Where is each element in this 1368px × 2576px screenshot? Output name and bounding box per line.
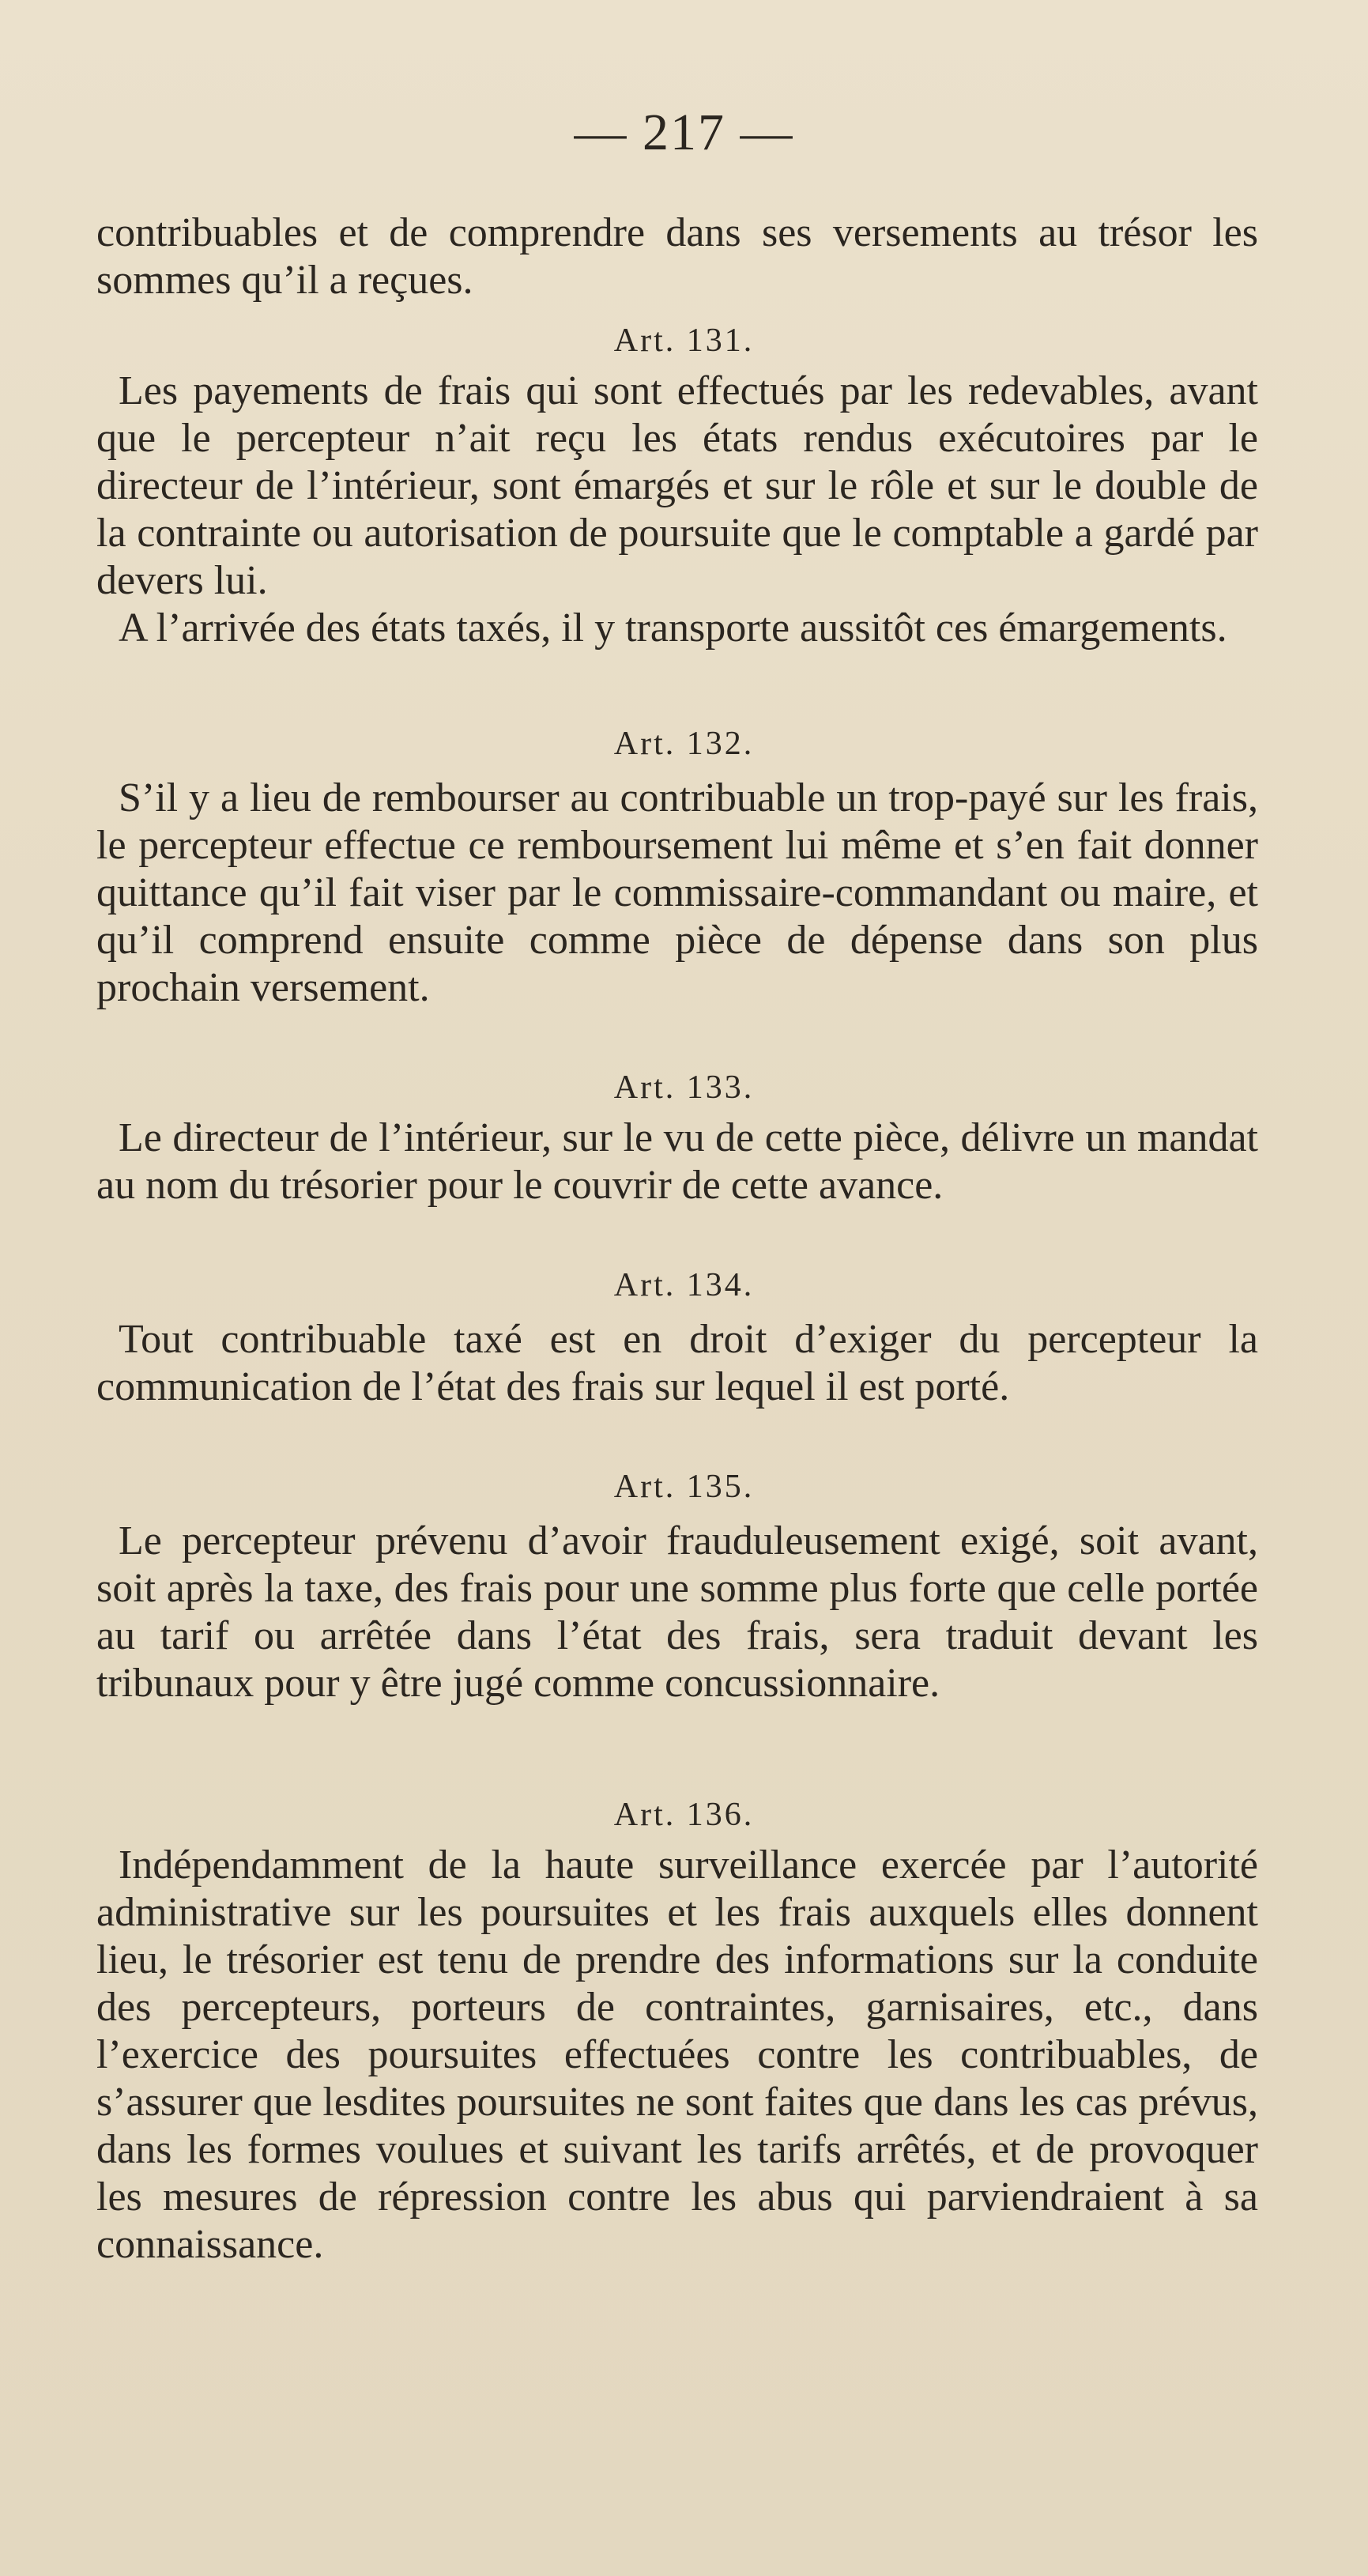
- article-134-heading: Art. 134.: [613, 1267, 755, 1303]
- article-135-heading: Art. 135.: [613, 1469, 755, 1505]
- article-134-paragraph: Tout contribuable taxé est en droit d’exiger du percepteur la communication de l’état des frais sur lequel il est porté.: [96, 1317, 1258, 1409]
- article-131-paragraph-1: Les payements de frais qui sont effectués par les redevables, avant que le percepteur n’ait reçu les états rendus exécutoires par le directeur de l’intérieur, sont émargés et sur le rôle et sur le double de la contrainte ou autorisation de poursuite que le comptable a gardé par devers lui.: [96, 368, 1258, 603]
- article-133-heading: Art. 133.: [613, 1069, 755, 1106]
- article-131-heading: Art. 131.: [613, 322, 755, 359]
- article-133-paragraph: Le directeur de l’intérieur, sur le vu de cette pièce, délivre un mandat au nom du trésorier pour le couvrir de cette avance.: [96, 1115, 1258, 1208]
- article-136-paragraph: Indépendamment de la haute surveillance exercée par l’autorité administrative sur les poursuites et les frais auxquels elles donnent lieu, le trésorier est tenu de prendre des informations sur la conduite des percepteurs, porteurs de contraintes, garnisaires, etc., dans l’exercice des poursuites effectuées contre les contribuables, de s’assurer que lesdites poursuites ne sont faites que dans les cas prévus, dans les formes voulues et suivant les tarifs arrêtés, et de provoquer les mesures de répression contre les abus qui parviendraient à sa connaissance.: [96, 1842, 1258, 2267]
- article-132-paragraph: S’il y a lieu de rembourser au contribuable un trop-payé sur les frais, le percepteur effectue ce remboursement lui même et s’en fait donner quittance qu’il fait viser par le commissaire-commandant ou maire, et qu’il comprend ensuite comme pièce de dépense dans son plus prochain versement.: [96, 775, 1258, 1010]
- page-number: — 217 —: [574, 104, 794, 161]
- article-135-paragraph: Le percepteur prévenu d’avoir frauduleusement exigé, soit avant, soit après la taxe, des frais pour une somme plus forte que celle portée au tarif ou arrêtée dans l’état des frais, sera traduit devant les tribunaux pour y être jugé comme concussionnaire.: [96, 1518, 1258, 1706]
- article-136-heading: Art. 136.: [613, 1797, 755, 1833]
- article-131-paragraph-2: A l’arrivée des états taxés, il y transporte aussitôt ces émargements.: [119, 605, 1227, 651]
- continuation-paragraph: contribuables et de comprendre dans ses versements au trésor les sommes qu’il a reçues.: [96, 210, 1258, 303]
- article-132-heading: Art. 132.: [613, 726, 755, 762]
